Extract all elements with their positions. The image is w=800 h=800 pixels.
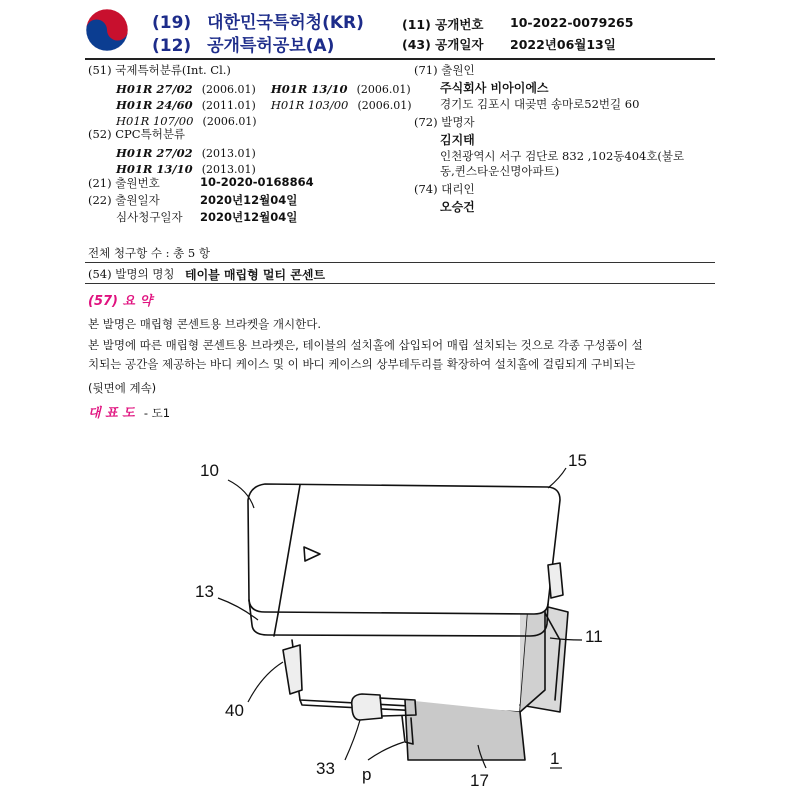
- header-num-19: (19): [152, 13, 192, 33]
- exam-label: 심사청구일자: [116, 210, 183, 224]
- appdate-label: (22) 출원일자: [88, 193, 160, 207]
- applicant-name: 주식회사 비아이에스: [440, 81, 549, 95]
- inventor-label: (72) 발명자: [414, 115, 475, 129]
- ipc-label: (51) 국제특허분류(Int. Cl.): [88, 63, 231, 77]
- applicant-address: 경기도 김포시 대곶면 송마로52번길 60: [440, 97, 640, 111]
- abstract-paragraph-2-line-2: 치되는 공간을 제공하는 바디 케이스 및 이 바디 케이스의 상부테두리를 확장하여 설치홀에 걸림되게 구비되는: [88, 357, 636, 371]
- ipc-row-2: H01R 24/60 (2011.01) H01R 103/00 (2006.01): [116, 98, 412, 112]
- cpc-row-2: H01R 13/10 (2013.01): [116, 162, 256, 176]
- inventor-name: 김지태: [440, 133, 475, 147]
- ref-15: 15: [568, 451, 587, 470]
- inventor-address-1: 인천광역시 서구 검단로 832 ,102동404호(불로: [440, 149, 685, 163]
- pubdate-value: 2022년06월13일: [510, 37, 616, 52]
- agent-label: (74) 대리인: [414, 182, 475, 196]
- representative-value: - 도1: [143, 406, 171, 420]
- pubno-label: (11) 공개번호: [402, 17, 484, 32]
- title-label: (54) 발명의 명칭: [88, 267, 175, 281]
- appno-value: 10-2020-0168864: [200, 175, 314, 189]
- abstract-heading: (57) 요 약: [88, 294, 153, 309]
- ref-10: 10: [200, 461, 219, 480]
- appno-label: (21) 출원번호: [88, 176, 160, 190]
- claims-count: 전체 청구항 수 : 총 5 항: [88, 246, 210, 260]
- ref-p: p: [362, 765, 372, 784]
- pubdate-label: (43) 공개일자: [402, 37, 484, 52]
- representative-label: 대 표 도: [88, 406, 135, 421]
- inventor-address-2: 동,퀸스타운신명아파트): [440, 164, 560, 178]
- pubno-value: 10-2022-0079265: [510, 15, 634, 30]
- abstract-paragraph-2-line-1: 본 발명에 따른 매립형 콘센트용 브라켓은, 테이블의 설치홀에 삽입되어 매립 설치되는 것으로 각종 구성품이 설: [88, 338, 643, 352]
- ref-40: 40: [225, 701, 244, 720]
- ref-11: 11: [585, 627, 603, 646]
- appdate-value: 2020년12월04일: [200, 193, 298, 207]
- ref-13: 13: [195, 582, 214, 601]
- ref-17: 17: [470, 771, 489, 790]
- ref-1: 1: [550, 749, 560, 768]
- ipc-row-1: H01R 27/02 (2006.01) H01R 13/10 (2006.01): [116, 82, 411, 96]
- publication-type: 공개특허공보(A): [207, 36, 335, 56]
- office-name: 대한민국특허청(KR): [207, 13, 364, 33]
- applicant-label: (71) 출원인: [414, 63, 475, 77]
- cpc-row-1: H01R 27/02 (2013.01): [116, 146, 256, 160]
- header-num-12: (12): [152, 36, 192, 56]
- agent-name: 오승건: [440, 200, 475, 214]
- abstract-paragraph-1: 본 발명은 매립형 콘센트용 브라켓을 개시한다.: [88, 317, 322, 331]
- ref-33: 33: [316, 759, 335, 778]
- cpc-label: (52) CPC특허분류: [88, 127, 186, 141]
- continued-note: (뒷면에 계속): [88, 381, 157, 395]
- exam-value: 2020년12월04일: [200, 210, 298, 224]
- ipc-row-3: H01R 107/00 (2006.01): [116, 114, 257, 128]
- invention-title: 테이블 매립형 멀티 콘센트: [185, 268, 326, 282]
